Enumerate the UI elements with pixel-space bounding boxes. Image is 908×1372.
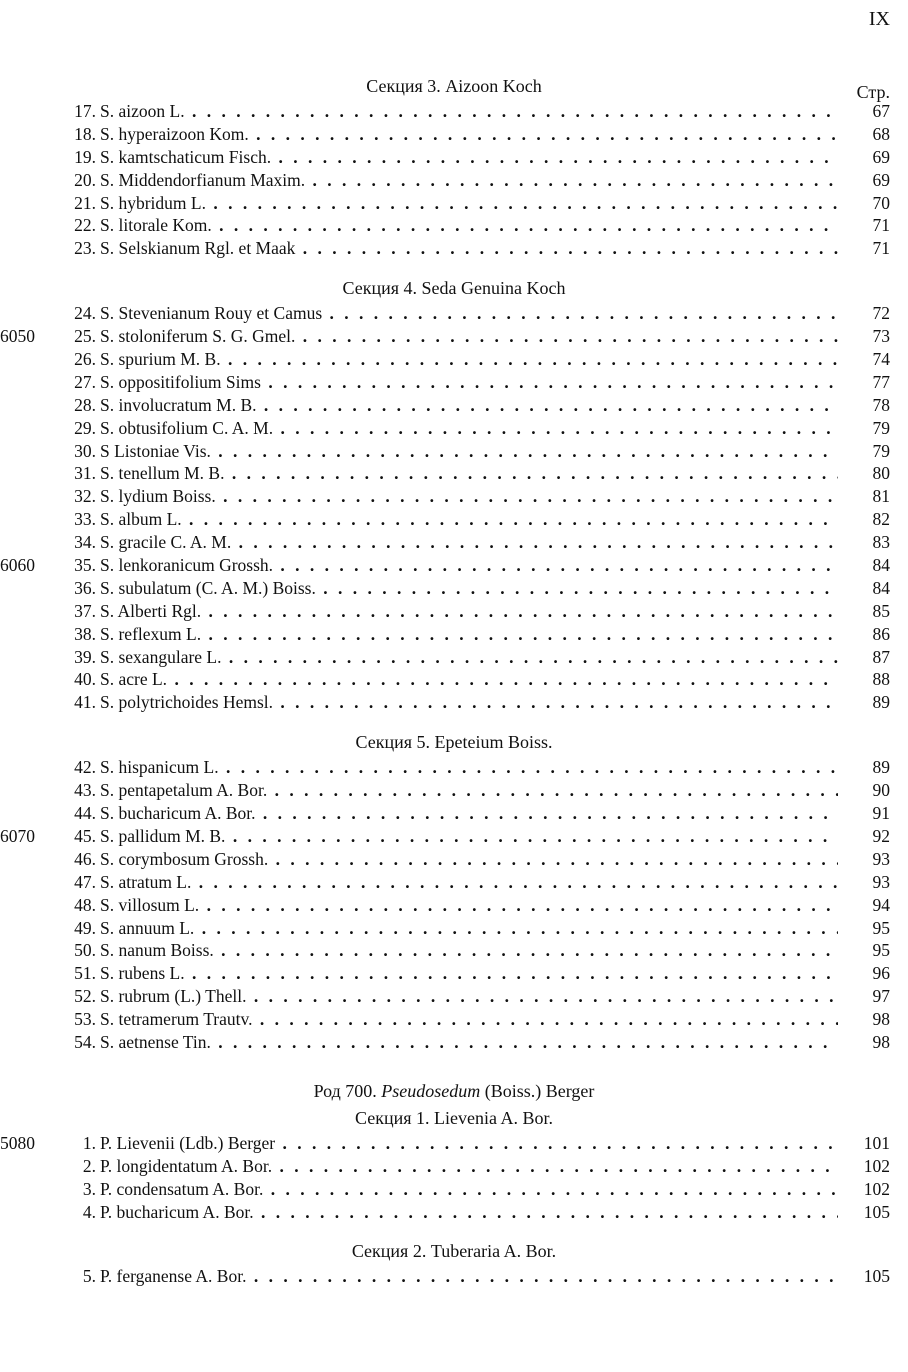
- toc-entry: [0, 1265, 908, 1288]
- toc-entry: [0, 1201, 908, 1224]
- entry-page: 105: [863, 1266, 890, 1287]
- entry-number: 19.: [74, 146, 96, 167]
- entry-number: 23.: [74, 238, 96, 259]
- entry-page: 85: [872, 600, 890, 621]
- entry-name: S. reflexum L. . . .: [100, 623, 838, 646]
- toc-entry: [0, 325, 908, 348]
- entry-page: 69: [872, 146, 890, 167]
- entry-page: 86: [872, 623, 890, 644]
- entry-name: S. oppositifolium Sims . . .: [100, 371, 838, 394]
- toc-entry: [0, 462, 908, 485]
- entry-page: 89: [872, 757, 890, 778]
- toc-entry: [0, 1132, 908, 1155]
- toc-entry: [0, 485, 908, 508]
- entry-number: 38.: [74, 623, 96, 644]
- genus-name: Pseudosedum: [381, 1080, 481, 1101]
- toc-entry: [0, 623, 908, 646]
- toc-entry: [0, 756, 908, 779]
- toc-entry: [0, 123, 908, 146]
- toc-entry: [0, 1155, 908, 1178]
- entry-page: 67: [872, 101, 890, 121]
- entry-name: S Listoniae Vis. . . .: [100, 440, 838, 463]
- entry-name: S. gracile C. A. M. . . .: [100, 531, 838, 554]
- entry-number: 49.: [74, 917, 96, 938]
- genus-prefix: Род 700.: [313, 1080, 382, 1101]
- entry-page: 96: [872, 963, 890, 984]
- entry-name: S. Middendorfianum Maxim. . . .: [100, 169, 838, 192]
- entry-page: 81: [872, 486, 890, 507]
- toc-entry: [0, 668, 908, 691]
- entry-code: 6060: [0, 555, 35, 576]
- entry-number: 22.: [74, 215, 96, 236]
- entry-number: 40.: [74, 669, 96, 690]
- entry-name: S. hispanicum L. . . .: [100, 756, 838, 779]
- entry-name: S. album L. . . .: [100, 508, 838, 531]
- toc-entry: [0, 894, 908, 917]
- section-gap: [0, 714, 908, 729]
- entry-page: 89: [872, 692, 890, 713]
- genus-title: [0, 1078, 908, 1105]
- toc-entry: [0, 302, 908, 325]
- toc-entry: [0, 508, 908, 531]
- toc-entry: [0, 192, 908, 215]
- entry-page: 98: [872, 1031, 890, 1052]
- toc-entry: [0, 1031, 908, 1054]
- toc-entry: [0, 802, 908, 825]
- genus-author: (Boiss.) Berger: [480, 1080, 595, 1101]
- entry-page: 95: [872, 940, 890, 961]
- entry-number: 3.: [82, 1178, 96, 1199]
- toc-entry: [0, 779, 908, 802]
- entry-number: 37.: [74, 600, 96, 621]
- entry-number: 42.: [74, 757, 96, 778]
- entry-name: S. aizoon L. . . .: [100, 100, 838, 123]
- entry-page: 73: [872, 326, 890, 347]
- entry-number: 4.: [82, 1201, 96, 1222]
- entry-page: 102: [863, 1155, 890, 1176]
- entry-page: 74: [872, 349, 890, 370]
- entry-name: P. bucharicum A. Bor. . . .: [100, 1201, 838, 1224]
- toc-entry: [0, 939, 908, 962]
- entry-number: 31.: [74, 463, 96, 484]
- entry-page: 95: [872, 917, 890, 938]
- toc-entry: [0, 871, 908, 894]
- toc-entry: [0, 691, 908, 714]
- toc-entry: [0, 531, 908, 554]
- entry-number: 27.: [74, 371, 96, 392]
- entry-page: 84: [872, 555, 890, 576]
- entry-page: 97: [872, 986, 890, 1007]
- entry-number: 45.: [74, 825, 96, 846]
- entry-page: 82: [872, 509, 890, 530]
- entry-page: 94: [872, 894, 890, 915]
- entry-page: 101: [863, 1132, 890, 1153]
- entry-page: 78: [872, 394, 890, 415]
- entry-number: 17.: [74, 101, 96, 121]
- entry-name: S. polytrichoides Hemsl. . . .: [100, 691, 838, 714]
- toc-entry: [0, 214, 908, 237]
- entry-name: S. bucharicum A. Bor. . . .: [100, 802, 838, 825]
- entry-code: 6050: [0, 326, 35, 347]
- entry-name: S. kamtschaticum Fisch. . . .: [100, 146, 838, 169]
- entry-name: S. aetnense Tin. . . .: [100, 1031, 838, 1054]
- entry-page: 93: [872, 848, 890, 869]
- entry-name: S. hyperaizoon Kom. . . .: [100, 123, 838, 146]
- entry-number: 43.: [74, 780, 96, 801]
- entry-name: P. ferganense A. Bor. . . .: [100, 1265, 838, 1288]
- entry-number: 46.: [74, 848, 96, 869]
- entry-number: 24.: [74, 303, 96, 324]
- entry-page: 90: [872, 780, 890, 801]
- entry-number: 51.: [74, 963, 96, 984]
- entry-page: 79: [872, 417, 890, 438]
- entry-page: 92: [872, 825, 890, 846]
- entry-number: 25.: [74, 326, 96, 347]
- entry-name: P. longidentatum A. Bor. . . .: [100, 1155, 838, 1178]
- entry-page: 87: [872, 646, 890, 667]
- entry-number: 18.: [74, 123, 96, 144]
- entry-name: S. acre L. . . .: [100, 668, 838, 691]
- entry-page: 83: [872, 532, 890, 553]
- entry-name: S. pallidum M. B. . . .: [100, 825, 838, 848]
- toc-entry: [0, 962, 908, 985]
- entry-page: 93: [872, 871, 890, 892]
- entry-page: 88: [872, 669, 890, 690]
- section-gap: [0, 260, 908, 275]
- entry-number: 5.: [82, 1266, 96, 1287]
- toc-entry: [0, 848, 908, 871]
- entry-name: S. subulatum (C. A. M.) Boiss. . . .: [100, 577, 838, 600]
- entry-page: 69: [872, 169, 890, 190]
- section-title: Секция 3. Aizoon Koch: [366, 76, 542, 96]
- page-number: IX: [868, 8, 890, 30]
- entry-name: S. obtusifolium C. A. M. . . .: [100, 417, 838, 440]
- toc-entry: [0, 600, 908, 623]
- entry-page: 80: [872, 463, 890, 484]
- entry-page: 79: [872, 440, 890, 461]
- entry-page: 68: [872, 123, 890, 144]
- entry-name: S. Selskianum Rgl. et Maak . . .: [100, 237, 838, 260]
- entry-name: S. tenellum M. B. . . .: [100, 462, 838, 485]
- entry-name: S. atratum L. . . .: [100, 871, 838, 894]
- entry-number: 1.: [82, 1132, 96, 1153]
- entry-number: 44.: [74, 803, 96, 824]
- entry-number: 39.: [74, 646, 96, 667]
- entry-name: S. corymbosum Grossh. . . .: [100, 848, 838, 871]
- entry-page: 70: [872, 192, 890, 213]
- entry-page: 72: [872, 303, 890, 324]
- entry-page: 105: [863, 1201, 890, 1222]
- entry-number: 48.: [74, 894, 96, 915]
- entry-name: S. rubens L. . . .: [100, 962, 838, 985]
- entry-name: S. stoloniferum S. G. Gmel. . . .: [100, 325, 838, 348]
- toc-entry: [0, 554, 908, 577]
- entry-number: 53.: [74, 1009, 96, 1030]
- toc-entry: [0, 146, 908, 169]
- entry-name: P. condensatum A. Bor. . . .: [100, 1178, 838, 1201]
- entry-code: 6070: [0, 825, 35, 846]
- entry-name: P. Lievenii (Ldb.) Berger . . .: [100, 1132, 838, 1155]
- entry-page: 91: [872, 803, 890, 824]
- entry-name: S. pentapetalum A. Bor. . . .: [100, 779, 838, 802]
- toc-entry: [0, 985, 908, 1008]
- entry-page: 77: [872, 371, 890, 392]
- entry-name: S. villosum L. . . .: [100, 894, 838, 917]
- toc-entry: [0, 577, 908, 600]
- entry-name: S. nanum Boiss. . . .: [100, 939, 838, 962]
- section-gap: [0, 1223, 908, 1238]
- entry-number: 52.: [74, 986, 96, 1007]
- toc-entry: [0, 169, 908, 192]
- entry-number: 2.: [82, 1155, 96, 1176]
- entry-name: S. Alberti Rgl. . . .: [100, 600, 838, 623]
- entry-page: 71: [872, 238, 890, 259]
- entry-number: 32.: [74, 486, 96, 507]
- entry-name: S. sexangulare L. . . .: [100, 646, 838, 669]
- section-title: Секция 5. Epeteium Boiss.: [355, 732, 553, 753]
- entry-name: S. hybridum L. . . .: [100, 192, 838, 215]
- toc-entry: [0, 371, 908, 394]
- section-title: Секция 1. Lievenia A. Bor.: [355, 1107, 553, 1128]
- entry-number: 26.: [74, 349, 96, 370]
- entry-name: S. lydium Boiss. . . .: [100, 485, 838, 508]
- toc-entry: [0, 917, 908, 940]
- entry-name: S. lenkoranicum Grossh. . . .: [100, 554, 838, 577]
- entry-number: 36.: [74, 577, 96, 598]
- toc-entry: [0, 1178, 908, 1201]
- entry-number: 47.: [74, 871, 96, 892]
- toc-entry: [0, 348, 908, 371]
- table-of-contents: [0, 73, 908, 1288]
- entry-name: S. rubrum (L.) Thell. . . .: [100, 985, 838, 1008]
- entry-page: 98: [872, 1009, 890, 1030]
- entry-number: 41.: [74, 692, 96, 713]
- entry-name: S. spurium M. B. . . .: [100, 348, 838, 371]
- entry-code: 5080: [0, 1132, 35, 1153]
- entry-page: 84: [872, 577, 890, 598]
- entry-number: 33.: [74, 509, 96, 530]
- entry-name: S. annuum L. . . .: [100, 917, 838, 940]
- entry-page: 71: [872, 215, 890, 236]
- entry-number: 34.: [74, 532, 96, 553]
- toc-entry: [0, 100, 908, 123]
- entry-number: 50.: [74, 940, 96, 961]
- toc-entry: [0, 440, 908, 463]
- toc-entry: [0, 825, 908, 848]
- toc-entry: [0, 646, 908, 669]
- entry-number: 28.: [74, 394, 96, 415]
- entry-number: 29.: [74, 417, 96, 438]
- toc-entry: [0, 417, 908, 440]
- toc-entry: [0, 237, 908, 260]
- entry-number: 54.: [74, 1031, 96, 1052]
- section-title: Секция 4. Seda Genuina Koch: [342, 278, 566, 299]
- toc-entry: [0, 394, 908, 417]
- section-title: Секция 2. Tuberaria A. Bor.: [351, 1241, 557, 1262]
- entry-name: S. tetramerum Trautv. . . .: [100, 1008, 838, 1031]
- entry-number: 35.: [74, 555, 96, 576]
- entry-name: S. litorale Kom. . . .: [100, 214, 838, 237]
- entry-page: 102: [863, 1178, 890, 1199]
- entry-name: S. involucratum M. B. . . .: [100, 394, 838, 417]
- section-gap: [0, 1054, 908, 1078]
- toc-entry: [0, 1008, 908, 1031]
- entry-name: S. Stevenianum Rouy et Camus . . .: [100, 302, 838, 325]
- entry-number: 20.: [74, 169, 96, 190]
- entry-number: 30.: [74, 440, 96, 461]
- page-column-header: Стр.: [856, 82, 890, 102]
- entry-number: 21.: [74, 192, 96, 213]
